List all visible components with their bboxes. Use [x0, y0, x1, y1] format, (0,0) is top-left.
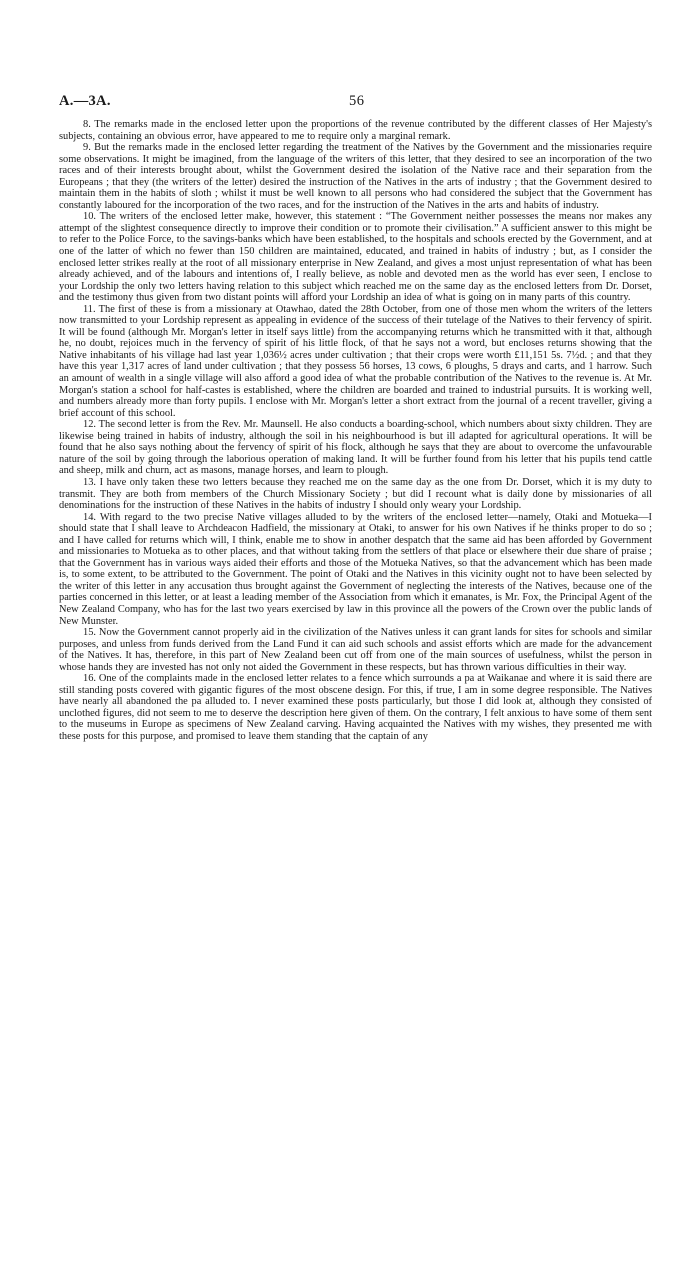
paragraph-15: 15. Now the Government cannot properly aid in the civilization of the Natives unless it can grant lands for sites for schools and similar purposes, and unless from funds derived from the Land Fund it can aid such schools and assist efforts which are made for the advancement of the Natives. It has, therefore, in this part of New Zealand been cut off from one of the main sources of usefulness, whilst the person in whose hands they are invested has not only not aided the Government in these respects, but has thrown various difficulties in their way.: [59, 627, 652, 673]
paragraph-11: 11. The first of these is from a missionary at Otawhao, dated the 28th October, from one of those men whom the writers of the letters now transmitted to your Lordship represent as appealing in evidence of the success of their tutelage of the Natives to their fervency of spirit. It will be found (although Mr. Morgan's letter in itself says little) from the accompanying returns which he transmitted with it that, although he, no doubt, rejoices much in the fervency of spirit of his little flock, of that he says not a word, but encloses returns showing that the Native inhabitants of his village had last year 1,036½ acres under cultivation ; that their crops were worth £11,151 5s. 7½d. ; and that they have this year 1,317 acres of land under cultivation ; that they possess 56 horses, 13 cows, 6 ploughs, 5 drays and carts, and 1 harrow. Such an amount of wealth in a single village will also afford a good idea of what the probable contribution of the Natives to the revenue is. At Mr. Morgan's station a school for half-castes is established, where the children are boarded and trained to industrial pursuits. It is working well, and numbers already more than forty pupils. I enclose with Mr. Morgan's letter a short extract from the journal of a recent traveller, giving a brief account of this school.: [59, 303, 652, 419]
paragraph-14: 14. With regard to the two precise Native villages alluded to by the writers of the enclosed letter—namely, Otaki and Motueka—I should state that I shall leave to Archdeacon Hadfield, the missionary at Otaki, to answer for his own Natives if he thinks proper to do so ; and I have called for returns which will, I think, enable me to show in another despatch that the same aid has been afforded by Government and missionaries to Motueka as to other places, and that without taking from the settlers of that place or elsewhere their due share of praise ; that the Government has in various ways aided their efforts and those of the Motueka Natives, so that the advancement which has been made is, to some extent, to be attributed to the Government. The point of Otaki and the Natives in this vicinity ought not to have been selected by the writer of this letter in any accusation thus brought against the Government of neglecting the interests of the Natives, because one of the parties concerned in this letter, or at least a leading member of the Association from which it emanates, is Mr. Fox, the Principal Agent of the New Zealand Company, who has for the last two years exercised by law in this province all the powers of the Crown over the public lands of New Munster.: [59, 511, 652, 627]
paragraph-16: 16. One of the complaints made in the enclosed letter relates to a fence which surrounds a pa at Waikanae and where it is said there are still standing posts covered with gigantic figures of the most obscene design. For this, if true, I am in some degree responsible. The Natives have nearly all abandoned the pa alluded to. I never examined these posts particularly, but those I did look at, although they consisted of unclothed figures, did not seem to me to deserve the description here given of them. On the contrary, I felt anxious to have some of them sent to the museums in Europe as specimens of New Zealand carving. Having acquainted the Natives with my wishes, they presented me with these posts for this purpose, and promised to leave them standing that the captain of any: [59, 673, 652, 742]
page-header: [59, 93, 652, 119]
document-reference: A.—3A.: [59, 93, 111, 109]
page-number: 56: [349, 93, 365, 109]
body-text: [59, 119, 652, 743]
paragraph-8: 8. The remarks made in the enclosed letter upon the proportions of the revenue contributed by the different classes of Her Majesty's subjects, containing an obvious error, have appeared to me to require only a marginal remark.: [59, 119, 652, 142]
paragraph-12: 12. The second letter is from the Rev. Mr. Maunsell. He also conducts a boarding-school, which numbers about sixty children. They are likewise being trained in habits of industry, although the soil in his neighbourhood is but ill adapted for agricultural operations. It will be found that he also says nothing about the fervency of spirit of his flock, although he says that they are about to overcome the unfavourable nature of the soil by going through the laborious operation of making land. It will be further found from his letter that his pupils tend cattle and sheep, milk and churn, act as masons, manage horses, and learn to plough.: [59, 419, 652, 477]
paragraph-9: 9. But the remarks made in the enclosed letter regarding the treatment of the Natives by the Government and the missionaries require some observations. It might be imagined, from the language of the writers of this letter, that they desired to see an incorporation of the two races and of their interests brought about, whilst the Government desired the isolation of the Native race and their separation from the Europeans ; that they (the writers of the letter) desired the instruction of the Natives in the arts of industry ; that the Government desired to maintain them in the habits of sloth ; whilst it must be well known to all persons who had considered the subject that the Government has constantly laboured for the incorporation of the two races, and for the instruction of the Natives in the arts and habits of industry.: [59, 142, 652, 211]
paragraph-13: 13. I have only taken these two letters because they reached me on the same day as the one from Dr. Dorset, which it is my duty to transmit. They are both from members of the Church Missionary Society ; but did I recount what is daily done by missionaries of all denominations for the instruction of these Natives in the habits of industry I should only weary your Lordship.: [59, 476, 652, 512]
paragraph-10: 10. The writers of the enclosed letter make, however, this statement : “The Government neither possesses the means nor makes any attempt of the slightest consequence directly to improve their condition or to promote their civilisation.” A sufficient answer to this might be to refer to the Police Force, to the savings-banks which have been established, to the hospitals and schools erected by the Government, and at one of the latter of which no fewer than 150 children are maintained, educated, and trained in habits of industry ; but, as I consider the enclosed letter strikes really at the root of all missionary enterprise in New Zealand, and gives a most unjust representation of what has been already achieved, and of the labours and intentions of, I really believe, as noble and devoted men as the world has ever seen, I enclose to your Lordship the only two letters having relation to this subject which reached me on the same day as the enclosed letters from Dr. Dorset, and the testimony thus given from two distant points will afford your Lordship an idea of what is going on in many parts of this country.: [59, 211, 652, 304]
document-page: [59, 93, 652, 743]
